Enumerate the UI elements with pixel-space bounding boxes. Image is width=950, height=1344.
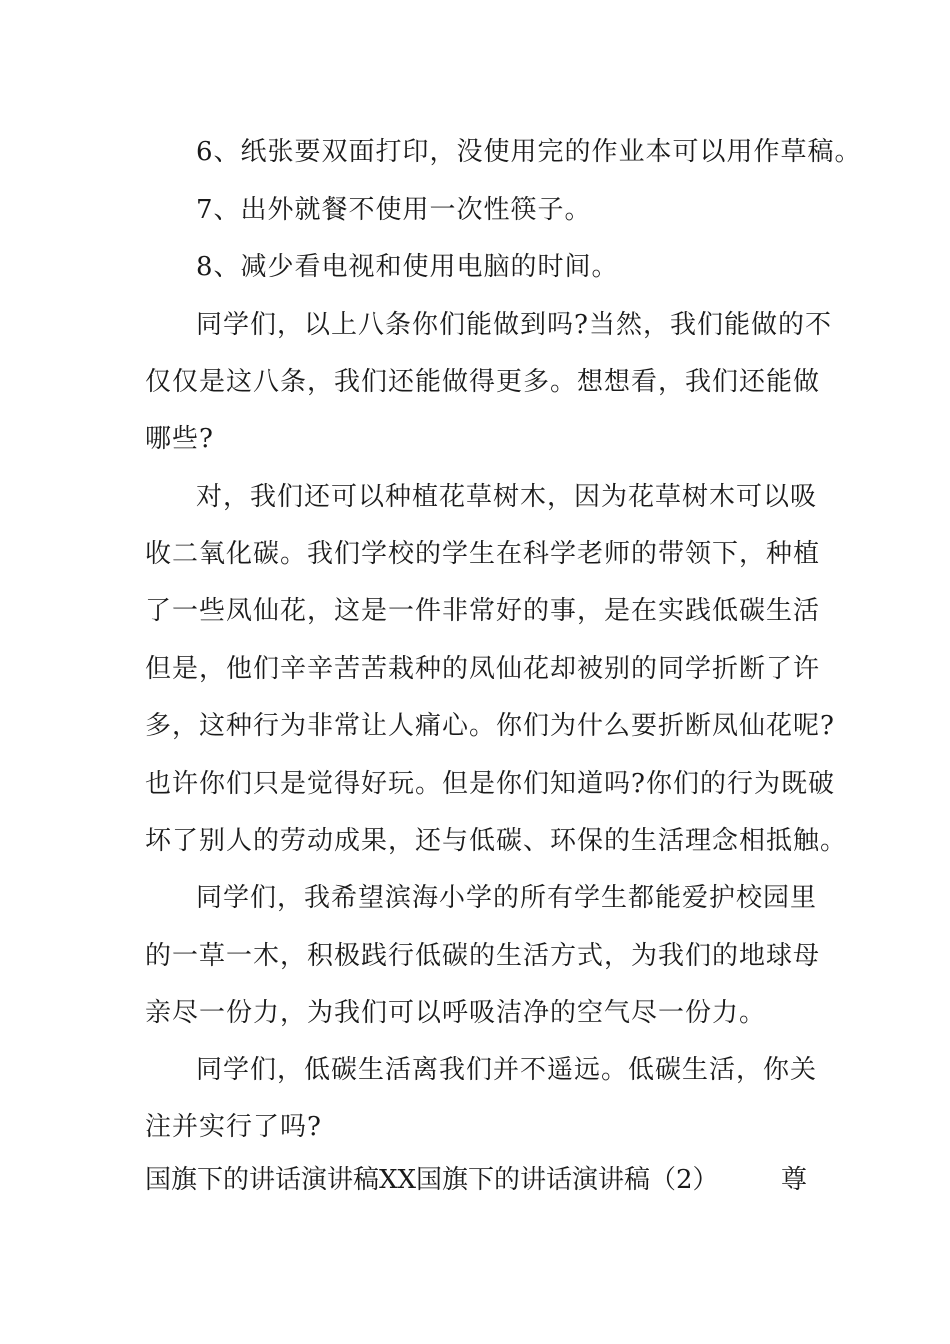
paragraph-line: 注并实行了吗? [145,1112,322,1142]
paragraph-line: 了一些凤仙花，这是一件非常好的事，是在实践低碳生活 [145,596,821,626]
paragraph-line: 同学们，我希望滨海小学的所有学生都能爱护校园里 [196,883,818,913]
list-item-8: 8、减少看电视和使用电脑的时间。 [196,252,619,282]
paragraph-line: 也许你们只是觉得好玩。但是你们知道吗?你们的行为既破 [145,769,835,799]
paragraph-line: 对，我们还可以种植花草树木，因为花草树木可以吸 [196,482,818,512]
paragraph-line: 但是，他们辛辛苦苦栽种的凤仙花却被别的同学折断了许 [145,654,821,684]
paragraph-line: 坏了别人的劳动成果，还与低碳、环保的生活理念相抵触。 [145,826,848,856]
paragraph-line: 仅仅是这八条，我们还能做得更多。想想看，我们还能做 [145,367,821,397]
paragraph-line: 多，这种行为非常让人痛心。你们为什么要折断凤仙花呢? [145,711,835,741]
paragraph-line: 同学们，以上八条你们能做到吗?当然，我们能做的不 [196,310,832,340]
section-title-line [145,1164,807,1196]
section-title-continuation: 尊 [780,1165,807,1195]
paragraph-line: 收二氧化碳。我们学校的学生在科学老师的带领下，种植 [145,539,821,569]
section-title: 国旗下的讲话演讲稿XX国旗下的讲话演讲稿（2） [145,1165,719,1195]
list-item-7: 7、出外就餐不使用一次性筷子。 [196,195,592,225]
list-item-6: 6、纸张要双面打印，没使用完的作业本可以用作草稿。 [196,137,862,167]
paragraph-line: 亲尽一份力，为我们可以呼吸洁净的空气尽一份力。 [145,998,767,1028]
paragraph-line: 哪些? [145,424,214,454]
paragraph-line: 的一草一木，积极践行低碳的生活方式，为我们的地球母 [145,941,821,971]
paragraph-line: 同学们，低碳生活离我们并不遥远。低碳生活，你关 [196,1055,818,1085]
